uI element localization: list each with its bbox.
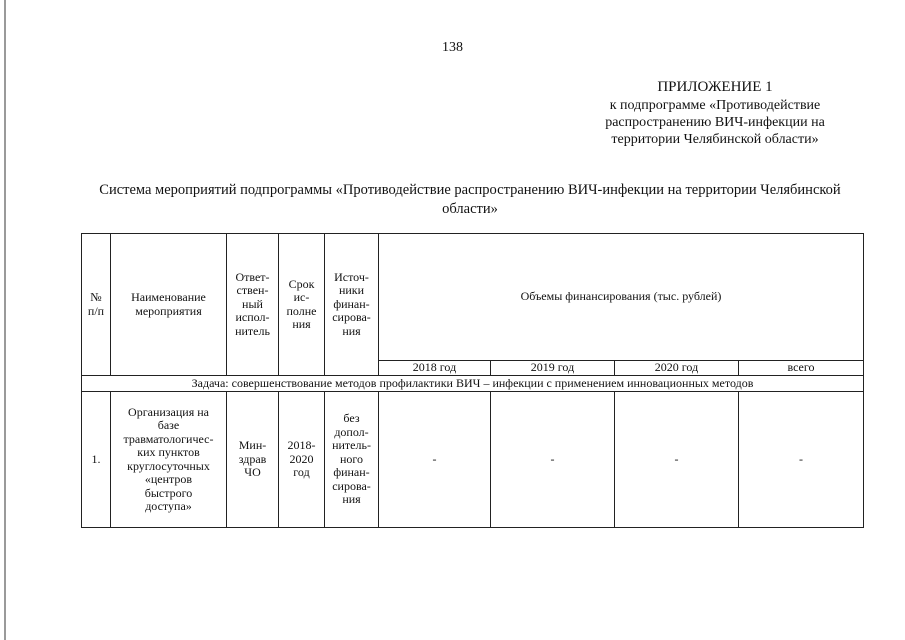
row-value-2019: - [491, 392, 615, 528]
row-value-2018: - [379, 392, 491, 528]
appendix-line-3: территории Челябинской области» [611, 132, 819, 147]
row-source: без допол- нитель- ного финан- сирова- ния [325, 392, 379, 528]
header-year-2020: 2020 год [615, 361, 739, 376]
appendix-title: ПРИЛОЖЕНИЕ 1 [657, 79, 773, 95]
header-sources: Источ- ники финан- сирова- ния [325, 234, 379, 376]
row-term: 2018- 2020 год [279, 392, 325, 528]
appendix-line-2: распространению ВИЧ-инфекции на [605, 115, 825, 130]
table-row [82, 392, 864, 528]
scan-edge-line [4, 0, 6, 640]
appendix-block [575, 79, 855, 148]
page-number: 138 [442, 40, 463, 55]
header-total: всего [739, 361, 864, 376]
header-year-2019: 2019 год [491, 361, 615, 376]
row-responsible: Мин- здрав ЧО [227, 392, 279, 528]
appendix-line-1: к подпрограмме «Противодействие [609, 98, 821, 113]
task-text: Задача: совершенствование методов профилактики ВИЧ – инфекции с применением инновационных методов [82, 376, 864, 392]
row-value-total: - [739, 392, 864, 528]
header-number: № п/п [82, 234, 111, 376]
header-funding: Объемы финансирования (тыс. рублей) [379, 234, 864, 361]
header-year-2018: 2018 год [379, 361, 491, 376]
measures-table [81, 233, 864, 528]
header-name: Наименование мероприятия [111, 234, 227, 376]
row-value-2020: - [615, 392, 739, 528]
table-header-row [82, 234, 864, 361]
header-term: Срок ис- полне ния [279, 234, 325, 376]
header-responsible: Ответ- ствен- ный испол- нитель [227, 234, 279, 376]
row-number: 1. [82, 392, 111, 528]
document-title-line-1: Система мероприятий подпрограммы «Противодействие распространению ВИЧ-инфекции на территории Челябинской [99, 182, 841, 198]
document-title [70, 181, 870, 219]
task-row [82, 376, 864, 392]
document-title-line-2: области» [442, 201, 498, 217]
row-name: Организация на базе травматологичес- ких пунктов круглосуточных «центров быстрого доступа» [111, 392, 227, 528]
